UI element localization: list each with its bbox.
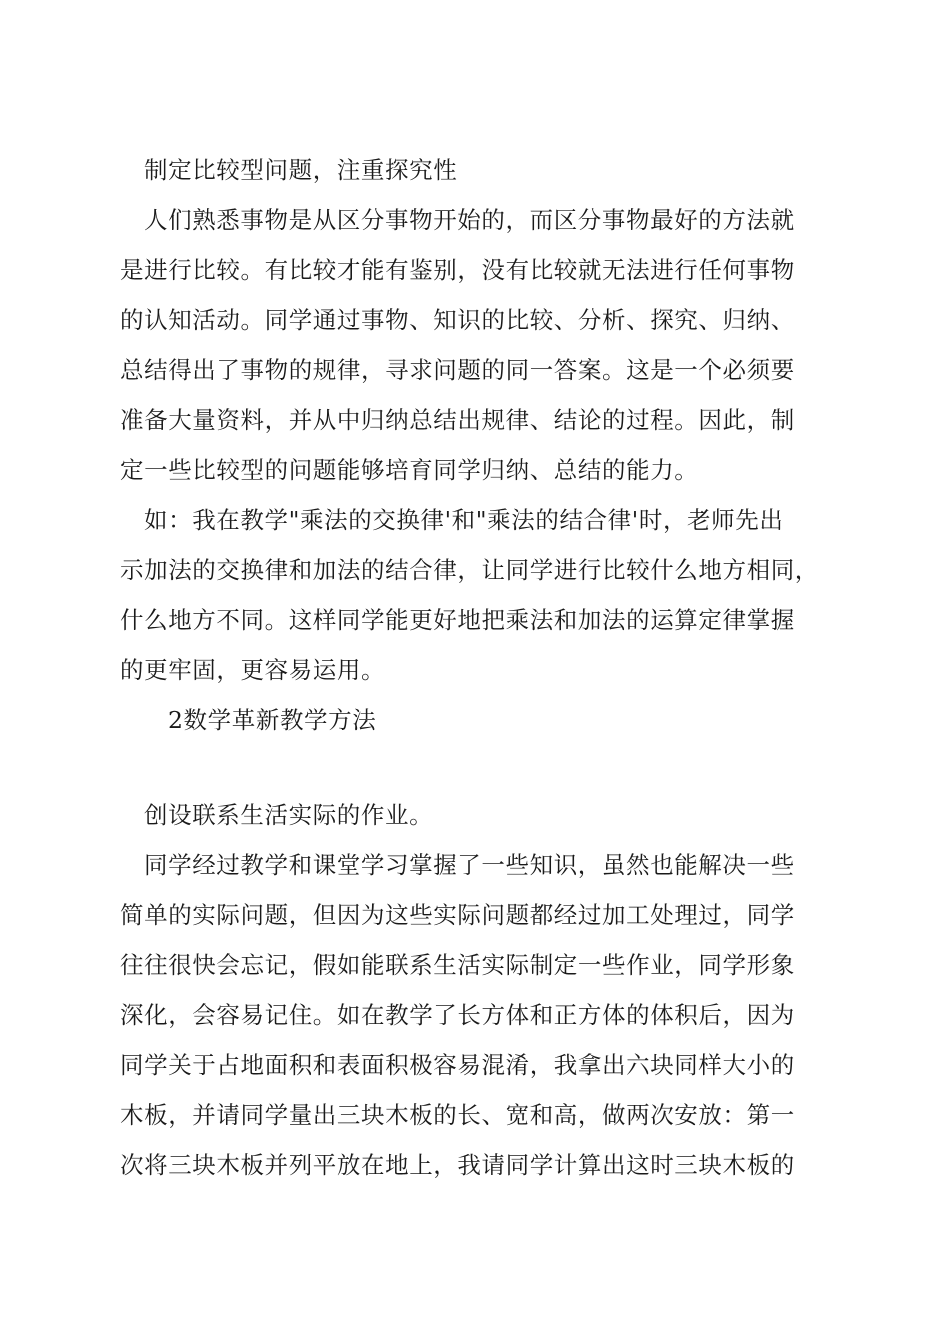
paragraph-line: 的认知活动。同学通过事物、知识的比较、分析、探究、归纳、 — [120, 306, 795, 334]
paragraph-line: 人们熟悉事物是从区分事物开始的，而区分事物最好的方法就 — [144, 206, 795, 234]
paragraph-line: 如：我在教学"乘法的交换律'和"乘法的结合律'时，老师先出 — [144, 506, 784, 534]
paragraph-line: 是进行比较。有比较才能有鉴别，没有比较就无法进行任何事物 — [120, 256, 795, 284]
paragraph-line: 次将三块木板并列平放在地上，我请同学计算出这时三块木板的 — [120, 1151, 795, 1179]
paragraph-line: 同学经过教学和课堂学习掌握了一些知识，虽然也能解决一些 — [144, 851, 795, 879]
paragraph-line: 简单的实际问题，但因为这些实际问题都经过加工处理过，同学 — [120, 901, 795, 929]
paragraph-line: 的更牢固，更容易运用。 — [120, 656, 386, 684]
paragraph-line: 定一些比较型的问题能够培育同学归纳、总结的能力。 — [120, 456, 699, 484]
paragraph-line: 示加法的交换律和加法的结合律，让同学进行比较什么地方相同， — [120, 556, 819, 584]
paragraph-line: 什么地方不同。这样同学能更好地把乘法和加法的运算定律掌握 — [120, 606, 795, 634]
paragraph-line: 深化，会容易记住。如在教学了长方体和正方体的体积后，因为 — [120, 1001, 795, 1029]
paragraph-line: 木板，并请同学量出三块木板的长、宽和高，做两次安放：第一 — [120, 1101, 795, 1129]
paragraph-line: 总结得出了事物的规律，寻求问题的同一答案。这是一个必须要 — [120, 356, 795, 384]
paragraph-line: 往往很快会忘记，假如能联系生活实际制定一些作业，同学形象 — [120, 951, 795, 979]
section-heading-methods: 2数学革新教学方法 — [168, 706, 377, 734]
section-heading-homework: 创设联系生活实际的作业。 — [144, 801, 434, 829]
paragraph-line: 准备大量资料，并从中归纳总结出规律、结论的过程。因此，制 — [120, 406, 795, 434]
paragraph-line: 同学关于占地面积和表面积极容易混淆，我拿出六块同样大小的 — [120, 1051, 795, 1079]
section-heading-comparison: 制定比较型问题，注重探究性 — [144, 156, 458, 184]
